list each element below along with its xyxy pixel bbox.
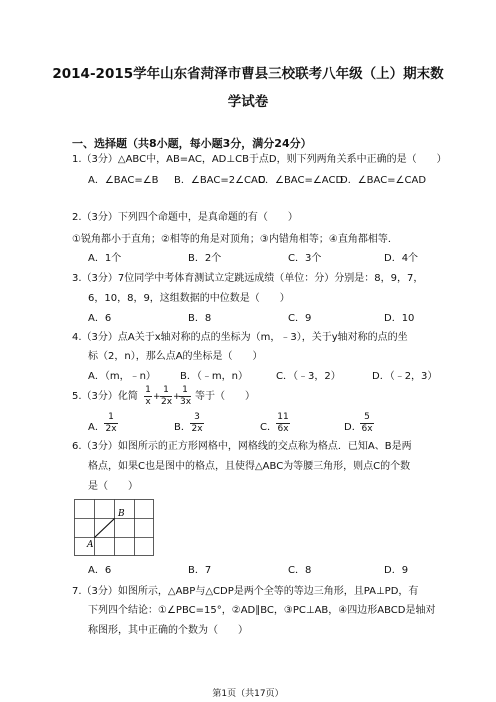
- point-label-a: A: [87, 540, 94, 550]
- q6-stem-continued: 格点，如果C也是图中的格点，且使得△ABC为等腰三角形，则点C的个数: [88, 461, 411, 472]
- q2-stem: 2.（3分）下列四个命题中，是真命题的有（ ）: [72, 212, 298, 223]
- numerator: 1: [145, 385, 151, 395]
- q3-stem: 3.（3分）7位同学中考体育测试立定跳远成绩（单位：分）分别是：8，9，7，: [72, 273, 424, 284]
- q6-stem-end: 是（ ）: [88, 481, 138, 492]
- q4-stem-continued: 标（2，n），那么点A的坐标是（ ）: [88, 351, 263, 362]
- q2-option-d: D．4个: [384, 253, 419, 264]
- q4-option-d: D．（﹣2，3）: [372, 371, 438, 382]
- denominator: 2x: [191, 424, 203, 434]
- q3-option-c: C．9: [288, 313, 312, 324]
- q5-option-c-fraction: [276, 412, 290, 435]
- q5-option-a-fraction: [104, 412, 118, 435]
- q5-expr-fraction-1: [144, 385, 152, 408]
- q6-grid-figure: [74, 499, 154, 556]
- q3-option-a: A．6: [88, 313, 112, 324]
- point-label-b: B: [118, 509, 125, 519]
- numerator: 1: [179, 385, 191, 397]
- q3-option-b: B．8: [188, 313, 212, 324]
- q4-option-c: C．（﹣3，2）: [276, 371, 341, 382]
- denominator: 3x: [180, 397, 192, 407]
- numerator: 5: [360, 412, 374, 424]
- q5-expr-fraction-3: [179, 385, 191, 408]
- segment-ab: [95, 519, 115, 538]
- q6-option-d: D．9: [384, 565, 409, 576]
- q5-stem-suffix: 等于（ ）: [195, 391, 255, 402]
- q6-option-a: A．6: [88, 565, 112, 576]
- q5-option-a-label: A．: [88, 422, 105, 433]
- q5-option-b-label: B．: [174, 422, 191, 433]
- q4-option-a: A．（m，﹣n）: [88, 371, 156, 382]
- numerator: 11: [277, 412, 289, 422]
- q1-option-a: A．∠BAC=∠B: [88, 175, 159, 186]
- denominator: x: [145, 397, 151, 407]
- q5-expr-fraction-2: [160, 385, 172, 408]
- q4-option-b: B．（﹣m，n）: [180, 371, 248, 382]
- q7-stem-continued: 下列四个结论：①∠PBC=15°，②AD∥BC，③PC⊥AB，④四边形ABCD是轴对: [88, 605, 436, 616]
- q5-option-b-fraction: [190, 412, 204, 435]
- q1-option-d: D．∠BAC=∠CAD: [340, 175, 427, 186]
- q2-option-b: B．2个: [188, 253, 222, 264]
- q1-option-c: C．∠BAC=∠ACD: [258, 175, 344, 186]
- denominator: 2x: [161, 397, 173, 407]
- q5-option-d-label: D．: [344, 422, 362, 433]
- q6-option-c: C．8: [288, 565, 312, 576]
- exam-title-line2: 学试卷: [227, 94, 269, 110]
- q2-option-c: C．3个: [288, 253, 322, 264]
- section-heading: 一、选择题（共8小题，每小题3分，满分24分）: [72, 137, 312, 150]
- denominator: 6x: [361, 424, 373, 434]
- denominator: 2x: [105, 424, 117, 434]
- q6-option-b: B．7: [188, 565, 212, 576]
- q7-stem: 7.（3分）如图所示，△ABP与△CDP是两个全等的等边三角形，且PA⊥PD，有: [72, 586, 419, 597]
- denominator: 6x: [277, 424, 289, 434]
- numerator: 1: [104, 412, 118, 424]
- q5-stem-prefix: 5.（3分）化简: [72, 391, 138, 402]
- numerator: 1: [160, 385, 172, 397]
- plus-sign: +: [173, 392, 181, 402]
- q7-stem-end: 称图形，其中正确的个数为（ ）: [88, 625, 248, 636]
- q3-option-d: D．10: [384, 313, 415, 324]
- page-footer: 第1页（共17页）: [212, 689, 284, 699]
- q4-stem: 4.（3分）点A关于x轴对称的点的坐标为（m，﹣3），关于y轴对称的点的坐: [72, 332, 408, 343]
- plus-sign: +: [153, 392, 161, 402]
- exam-title-line1: 2014-2015学年山东省菏泽市曹县三校联考八年级（上）期末数: [52, 66, 444, 82]
- numerator: 3: [190, 412, 204, 424]
- q1-stem: 1.（3分）△ABC中，AB=AC，AD⊥CB于点D，则下列两角关系中正确的是（ ）: [72, 154, 447, 165]
- q5-option-d-fraction: [360, 412, 374, 435]
- q3-stem-continued: 6，10，8，9，这组数据的中位数是（ ）: [88, 293, 290, 304]
- q2-statements: ①锐角都小于直角；②相等的角是对顶角；③内错角相等；④直角都相等．: [72, 234, 398, 245]
- q2-option-a: A．1个: [88, 253, 122, 264]
- q1-option-b: B．∠BAC=2∠CAD: [174, 175, 266, 186]
- q5-option-c-label: C．: [260, 422, 277, 433]
- q6-stem: 6.（3分）如图所示的正方形网格中，网格线的交点称为格点．已知A、B是两: [72, 441, 412, 452]
